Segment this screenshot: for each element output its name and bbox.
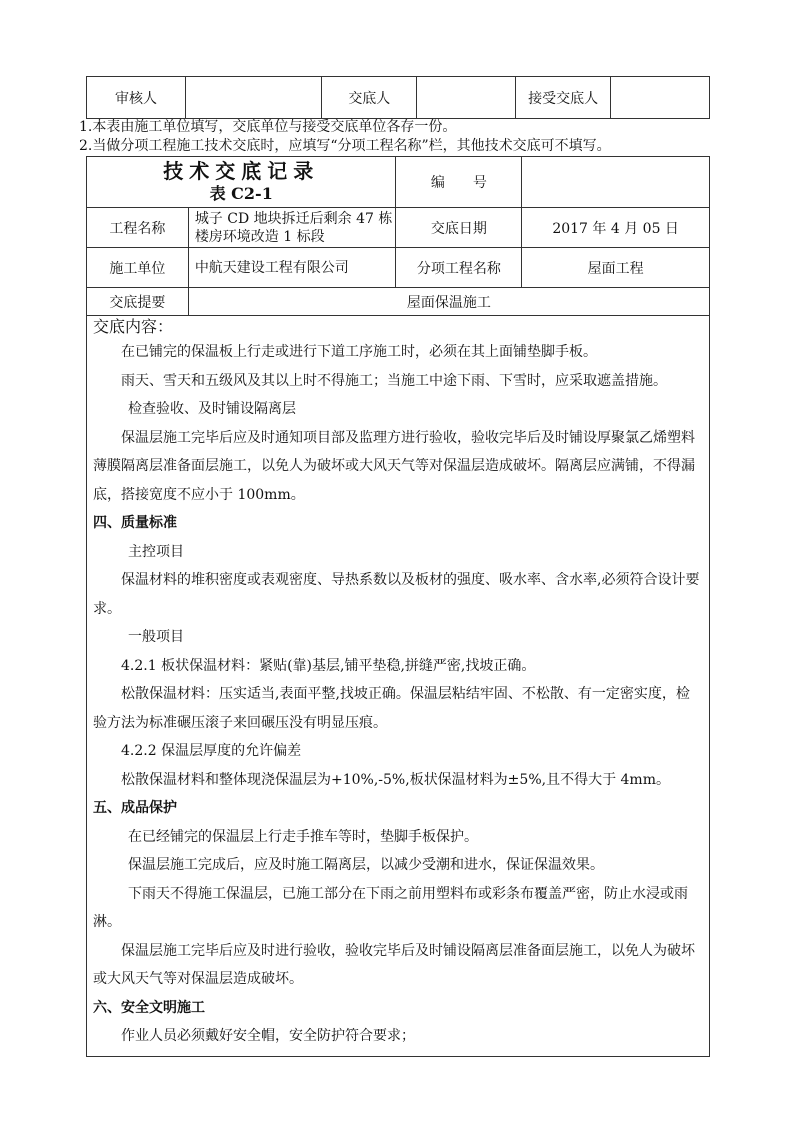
form-title: 技术交底记录 xyxy=(163,159,320,183)
content-paragraph: 保温层施工完成后，应及时施工隔离层，以减少受潮和进水，保证保温效果。 xyxy=(128,857,604,873)
reviewer-value[interactable] xyxy=(185,77,321,119)
note-1: 1.本表由施工单位填写，交底单位与接受交底单位各存一份。 xyxy=(79,119,457,135)
project-name-value: 城子 CD 地块拆迁后剩余 47 栋楼房环境改造 1 标段 xyxy=(188,208,396,248)
form-title-cell xyxy=(87,157,396,208)
receiver-label: 接受交底人 xyxy=(516,77,611,119)
content-paragraph: 松散保温材料：压实适当,表面平整,找坡正确。保温层粘结牢固、不松散、有一定密实度，检验方法为标准碾压滚子来回碾压没有明显压痕。 xyxy=(93,686,690,731)
number-label: 编 号 xyxy=(396,157,522,208)
discloser-value[interactable] xyxy=(417,77,516,119)
content-paragraph: 保温层施工完毕后应及时进行验收，验收完毕后及时铺设隔离层准备面层施工，以免人为破坏或大风天气等对保温层造成破坏。 xyxy=(93,942,695,987)
summary-value: 屋面保温施工 xyxy=(188,288,709,316)
subproject-label: 分项工程名称 xyxy=(396,248,522,288)
section-heading: 五、成品保护 xyxy=(93,800,177,816)
note-2: 2.当做分项工程施工技术交底时，应填写“分项工程名称”栏，其他技术交底可不填写。 xyxy=(79,138,611,154)
content-paragraph: 下雨天不得施工保温层，已施工部分在下雨之前用塑料布或彩条布覆盖严密，防止水浸或雨淋。 xyxy=(93,885,688,930)
contractor-value: 中航天建设工程有限公司 xyxy=(188,248,396,288)
content-paragraph: 在已经铺完的保温层上行走手推车等时，垫脚手板保护。 xyxy=(128,828,478,845)
content-paragraph: 4.2.1 板状保温材料：紧贴(靠)基层,铺平垫稳,拼缝严密,找坡正确。 xyxy=(121,657,536,674)
project-name-label: 工程名称 xyxy=(87,208,189,248)
content-paragraph: 检查验收、及时铺设隔离层 xyxy=(128,401,296,417)
content-body xyxy=(93,338,703,1051)
discloser-label: 交底人 xyxy=(322,77,417,119)
content-paragraph: 主控项目 xyxy=(128,543,184,560)
date-value: 2017 年 4 月 05 日 xyxy=(522,208,710,248)
content-paragraph: 在已铺完的保温板上行走或进行下道工序施工时，必须在其上面铺垫脚手板。 xyxy=(121,344,597,360)
receiver-value[interactable] xyxy=(611,77,710,119)
number-value[interactable] xyxy=(522,157,710,208)
section-heading: 四、质量标准 xyxy=(93,515,177,531)
reviewer-label: 审核人 xyxy=(87,77,186,119)
content-paragraph: 雨天、雪天和五级风及其以上时不得施工；当施工中途下雨、下雪时，应采取遮盖措施。 xyxy=(121,372,667,389)
form-code: 表 C2-1 xyxy=(209,184,273,203)
contractor-label: 施工单位 xyxy=(87,248,189,288)
content-paragraph: 松散保温材料和整体现浇保温层为+10%,-5%,板状保温材料为±5%,且不得大于 4mm。 xyxy=(121,771,670,788)
content-cell xyxy=(87,316,710,1057)
content-label: 交底内容： xyxy=(93,317,174,336)
subproject-value: 屋面工程 xyxy=(522,248,710,288)
content-paragraph: 保温层施工完毕后应及时通知项目部及监理方进行验收，验收完毕后及时铺设厚聚氯乙烯塑料薄膜隔离层准备面层施工，以免人为破坏或大风天气等对保温层造成破坏。隔离层应满铺，不得漏底，搭接宽度不应小于 100mm。 xyxy=(93,429,695,503)
content-paragraph: 4.2.2 保温层厚度的允许偏差 xyxy=(121,743,302,759)
section-heading: 六、安全文明施工 xyxy=(93,999,205,1016)
content-paragraph: 保温材料的堆积密度或表观密度、导热系数以及板材的强度、吸水率、含水率,必须符合设计要求。 xyxy=(93,572,700,617)
content-paragraph: 作业人员必须戴好安全帽，安全防护符合要求； xyxy=(121,1028,415,1044)
summary-label: 交底提要 xyxy=(87,288,189,316)
date-label: 交底日期 xyxy=(396,208,522,248)
signature-table xyxy=(86,76,710,119)
content-paragraph: 一般项目 xyxy=(128,629,184,645)
disclosure-form xyxy=(86,156,710,1057)
